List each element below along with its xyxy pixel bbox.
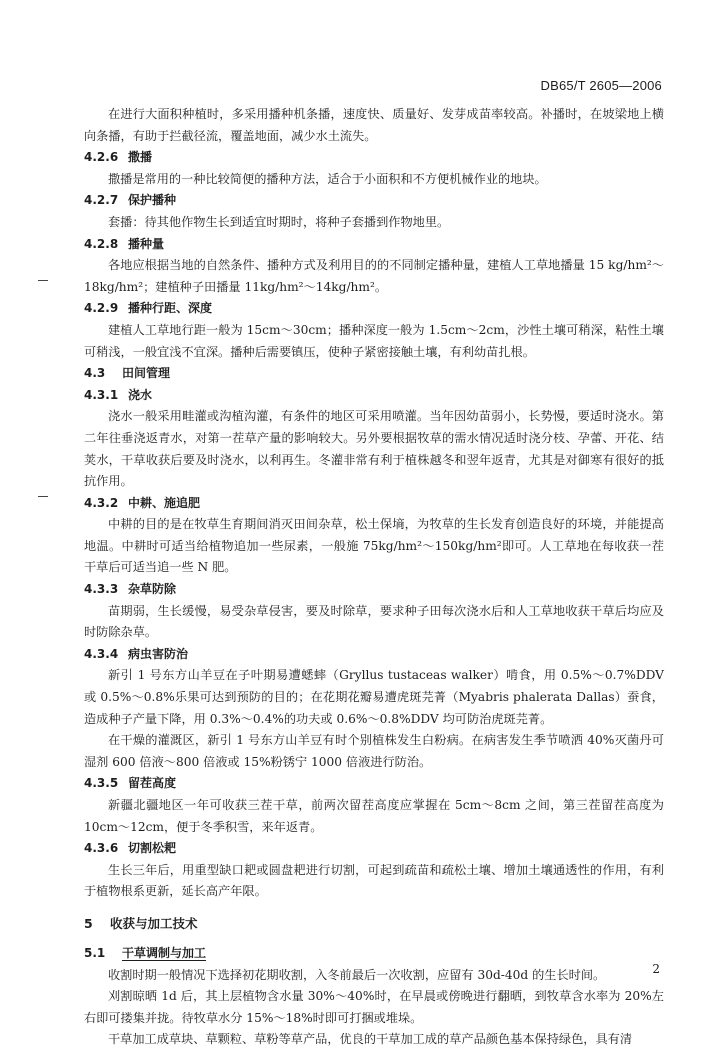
paragraph: 各地应根据当地的自然条件、播种方式及利用目的的不同制定播种量，建植人工草地播量 15 kg/hm²～18kg/hm²；建植种子田播量 11kg/hm²～14kg/hm²。 (84, 258, 664, 294)
section-heading-4-3-4: 4.3.4 病虫害防治 (84, 646, 189, 661)
section-heading-4-2-9: 4.2.9 播种行距、深度 (84, 301, 213, 316)
section-heading-5-1: 5.1 干草调制与加工 (84, 945, 207, 960)
section-heading-4-3: 4.3 田间管理 (84, 366, 171, 381)
page-number: 2 (652, 962, 660, 976)
paragraph: 苗期弱，生长缓慢，易受杂草侵害，要及时除草，要求种子田每次浇水后和人工草地收获干草后均应及时防除杂草。 (84, 603, 664, 640)
paragraph: 建植人工草地行距一般为 15cm～30cm；播种深度一般为 1.5cm～2cm，沙性土壤可稍深，粘性土壤可稍浅，一般宜浅不宜深。播种后需要镇压，使种子紧密接触土壤，有利幼苗扎根。 (84, 322, 664, 359)
section-heading-5: 5 收获与加工技术 (84, 915, 198, 931)
section-heading-4-3-3: 4.3.3 杂草防除 (84, 582, 177, 597)
section-heading-4-2-7: 4.2.7 保护播种 (84, 193, 177, 208)
paragraph: 新引 1 号东方山羊豆在子叶期易遭蟋蟀（Gryllus tustaceas walker）啃食，用 0.5%～0.7%DDV 或 0.5%～0.8%乐果可达到预防的目的；在花期花瓣易遭虎斑芫菁（Myabris phalerata Dallas）蚕食，造成种子产量下降，用 0.3%～0.4%的功夫或 0.6%～0.8%DDV 均可防治虎斑芫菁。 (84, 668, 664, 726)
section-heading-4-3-6: 4.3.6 切割松耙 (84, 841, 177, 856)
paragraph: 中耕的目的是在牧草生育期间消灭田间杂草，松土保墒，为牧草的生长发育创造良好的环境，并能提高地温。中耕时可适当给植物追加一些尿素，一般施 75kg/hm²～150kg/hm²即可。人工草地在每收获一茬干草后可适当追一些 N 肥。 (84, 517, 664, 575)
paragraph: 套播：待其他作物生长到适宜时期时，将种子套播到作物地里。 (108, 214, 450, 229)
paragraph: 刈割晾晒 1d 后，其上层植物含水量 30%～40%时，在早晨或傍晚进行翻晒，到牧草含水率为 20%左右即可搂集并拢。待牧草水分 15%～18%时即可打捆或堆垛。 (84, 989, 664, 1025)
paragraph: 干草加工成草块、草颗粒、草粉等草产品，优良的干草加工成的草产品颜色基本保持绿色，具有清 (108, 1032, 633, 1047)
paragraph: 新疆北疆地区一年可收获三茬干草，前两次留茬高度应掌握在 5cm～8cm 之间，第三茬留茬高度为 10cm～12cm，便于冬季积雪，来年返青。 (84, 798, 664, 834)
margin-mark (38, 280, 48, 281)
paragraph: 在进行大面积种植时，多采用播种机条播，速度快、质量好、发芽成苗率较高。补播时，在坡梁地上横向条播，有助于拦截径流，覆盖地面，减少水土流失。 (84, 107, 664, 143)
section-heading-4-3-5: 4.3.5 留茬高度 (84, 776, 177, 791)
document-body (84, 104, 664, 1051)
margin-mark (38, 496, 48, 497)
paragraph: 撒播是常用的一种比较简便的播种方法，适合于小面积和不方便机械作业的地块。 (108, 171, 547, 186)
paragraph: 在干燥的灌溉区，新引 1 号东方山羊豆有时个别植株发生白粉病。在病害发生季节喷洒 40%灭菌丹可湿剂 600 倍液～800 倍液或 15%粉锈宁 1000 倍液进行防治。 (84, 733, 664, 769)
paragraph: 收割时期一般情况下选择初花期收割，入冬前最后一次收割，应留有 30d-40d 的生长时间。 (108, 967, 606, 982)
document-code: DB65/T 2605—2006 (540, 78, 662, 93)
paragraph: 浇水一般采用畦灌或沟植沟灌，有条件的地区可采用喷灌。当年因幼苗弱小，长势慢，要适时浇水。第二年往垂浇返青水，对第一茬草产量的影响较大。另外要根据牧草的需水情况适时浇分枝、孕蕾、开花、结荚水，干草收获后要及时浇水，以利再生。冬灌非常有利于植株越冬和翌年返青，尤其是对御寒有很好的抵抗作用。 (84, 409, 664, 489)
paragraph: 生长三年后，用重型缺口耙或圆盘耙进行切割，可起到疏苗和疏松土壤、增加土壤通透性的作用，有利于植物根系更新，延长高产年限。 (84, 862, 664, 899)
section-heading-4-2-6: 4.2.6 撒播 (84, 150, 153, 165)
section-heading-4-2-8: 4.2.8 播种量 (84, 236, 165, 251)
section-heading-4-3-1: 4.3.1 浇水 (84, 387, 153, 402)
section-heading-4-3-2: 4.3.2 中耕、施追肥 (84, 495, 201, 510)
